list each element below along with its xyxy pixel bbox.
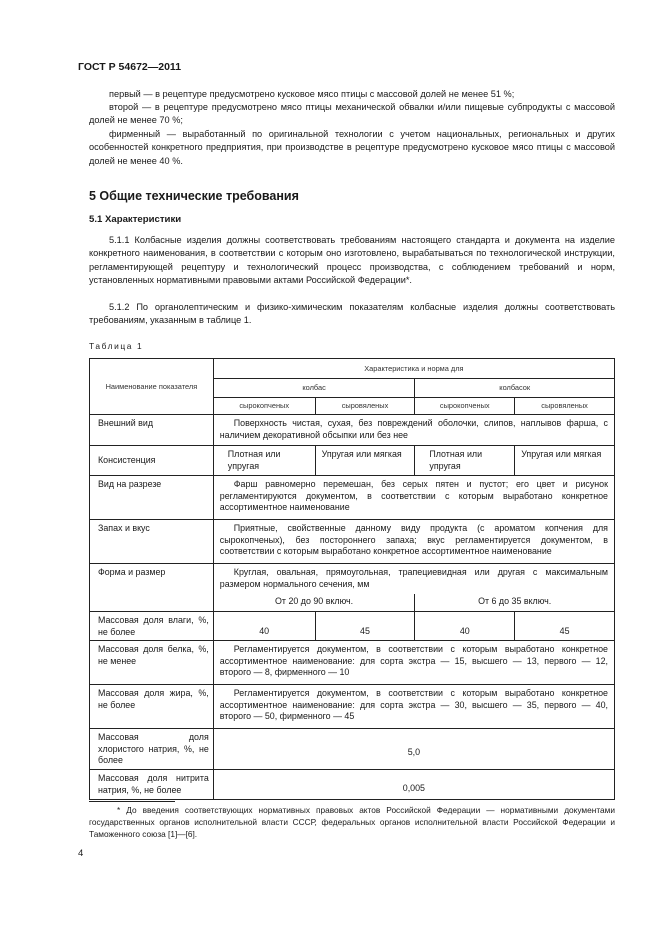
intro-paragraph-first: первый — в рецептуре предусмотрено кусковое мясо птицы с массовой долей не менее 51 %; [109,89,515,99]
header-group-small-sausages: колбасок [415,379,615,398]
row-value-moisture-2: 45 [315,612,415,641]
table-row [90,564,615,594]
table-row [90,446,615,476]
row-value-shape: Круглая, овальная, прямоугольная, трапециевидная или другая с максимальным размером нормального сечения, мм [213,564,614,594]
row-name-nitrite: Массовая доля нитрита натрия, %, не более [90,769,214,799]
row-value-chloride: 5,0 [213,729,614,770]
row-value-shape-range-2: От 6 до 35 включ. [415,594,615,612]
row-value-consistency-1: Плотная или упругая [213,446,315,476]
row-value-fat: Регламентируется документом, в соответствии с которым выработано конкретное ассортиментное наименование: для сорта экстра — 30, высшего — 35, первого — 40, второго — 50, фирменного — 45 [213,685,614,729]
row-name-protein: Массовая доля белка, %, не менее [90,641,214,685]
header-name-column: Наименование показателя [90,359,214,415]
row-name-appearance: Внешний вид [90,415,214,446]
row-value-shape-range-1: От 20 до 90 включ. [213,594,415,612]
header-sub-dried-1: сыровяленых [315,398,415,415]
row-value-consistency-4: Упругая или мягкая [515,446,615,476]
footnote: * До введения соответствующих нормативных правовых актов Российской Федерации — нормативными документами государственных органов исполнительной власти СССР, федеральных органов исполнительной власти Российской Федерации и Таможенного союза [1]—[6]. [89,805,615,839]
table-row [90,415,615,446]
row-name-moisture: Массовая доля влаги, %, не более [90,612,214,641]
row-value-consistency-2: Упругая или мягкая [315,446,415,476]
row-value-moisture-1: 40 [213,612,315,641]
row-value-cut: Фарш равномерно перемешан, без серых пятен и пустот; его цвет и рисунок регламентируются документом, в соответствии с которым выработано конкретное ассортиментное наименование [213,476,614,520]
section-title: 5 Общие технические требования [89,189,299,203]
header-sub-dried-2: сыровяленых [515,398,615,415]
requirements-table [89,358,615,800]
paragraph-5-1-2: 5.1.2 По органолептическим и физико-химическим показателям колбасные изделия должны соответствовать требованиям, указанным в таблице 1. [89,302,615,326]
table-row [90,641,615,685]
table-row [90,520,615,564]
row-name-shape: Форма и размер [90,564,214,612]
row-value-consistency-3: Плотная или упругая [415,446,515,476]
table-row [90,729,615,770]
table-row [90,612,615,641]
row-value-appearance: Поверхность чистая, сухая, без повреждений оболочки, слипов, наплывов фарша, с наличием декоративной обсыпки или без нее [213,415,614,446]
table-row [90,476,615,520]
table-row [90,685,615,729]
row-name-cut: Вид на разрезе [90,476,214,520]
header-sub-smoked-1: сырокопченых [213,398,315,415]
header-group-sausages: колбас [213,379,415,398]
subsection-title: 5.1 Характеристики [89,214,182,225]
intro-paragraph-branded: фирменный — выработанный по оригинальной технологии с учетом национальных, региональных и других особенностей конкретного предприятия, при производстве в рецептуре предусмотрено кусковое мясо птицы с массовой долей не менее 40 %. [89,129,615,166]
table-caption: Таблица 1 [89,341,144,351]
paragraph-5-1-1: 5.1.1 Колбасные изделия должны соответствовать требованиям настоящего стандарта и документа на изделие конкретного наименования, в соответствии с которым оно изготовлено, вырабатываться по технологической инструкции, регламентирующей рецептуру и технологический процесс производства, с соблюдением требований и норм, установленных нормативными правовыми актами Российской Федерации*. [89,235,615,285]
row-name-fat: Массовая доля жира, %, не более [90,685,214,729]
row-name-consistency: Консистенция [90,446,214,476]
header-characteristic: Характеристика и норма для [213,359,614,379]
header-sub-smoked-2: сырокопченых [415,398,515,415]
page-number: 4 [78,848,84,859]
footnote-divider [89,801,175,802]
row-value-moisture-3: 40 [415,612,515,641]
row-value-moisture-4: 45 [515,612,615,641]
intro-paragraph-second: второй — в рецептуре предусмотрено мясо птицы механической обвалки и/или пищевые субпродукты с массовой долей не менее 70 %; [89,102,615,126]
table-row [90,769,615,799]
row-value-protein: Регламентируется документом, в соответствии с которым выработано конкретное ассортиментное наименование: для сорта экстра — 15, высшего — 13, первого — 12, второго — 8, фирменного — 10 [213,641,614,685]
row-name-chloride: Массовая доля хлористого натрия, %, не более [90,729,214,770]
row-value-smell: Приятные, свойственные данному виду продукта (с ароматом копчения для сырокопченых), без постороннего запаха; вкус регламентируется документом, в соответствии с которым выработано конкретное ассортиментное наименование [213,520,614,564]
document-header: ГОСТ Р 54672—2011 [78,61,182,73]
row-value-nitrite: 0,005 [213,769,614,799]
row-name-smell: Запах и вкус [90,520,214,564]
